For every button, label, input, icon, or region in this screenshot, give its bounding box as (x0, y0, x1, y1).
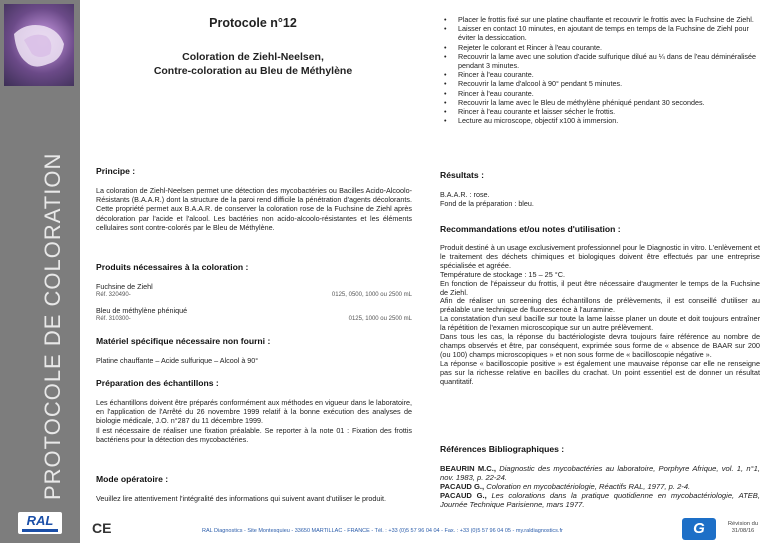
principe-heading: Principe : (96, 166, 136, 176)
recommandation-paragraph: Afin de réaliser un screening des échantillons de prélèvements, il est conseillé d'utiliser au préalable une technique de fluorescence à l'auramine. (440, 296, 760, 315)
certification-logo (682, 518, 716, 540)
list-item: • Laisser en contact 10 minutes, en ajoutant de temps en temps de la Fuchsine de Ziehl pour éviter la dessiccation. (458, 24, 760, 42)
product-ref: Réf. 320490- (96, 292, 131, 299)
recommandation-paragraph: Dans tous les cas, la réponse du bactériologiste devra toujours faire référence au nombre de champs observés et être, par conséquent, exprimée sous forme de « absence de BAAR sur 200 (ou 100) champs microscopiques » et non sous forme de « bacilloscopie négative ». (440, 332, 760, 359)
list-item: • Rincer à l'eau courante. (458, 89, 760, 98)
recommandation-paragraph: En fonction de l'épaisseur du frottis, il peut être nécessaire d'augmenter le temps de la Fuchsine de Ziehl. (440, 278, 760, 297)
list-item: • Rincer à l'eau courante et laisser sécher le frottis. (458, 107, 760, 116)
list-item: • Lecture au microscope, objectif x100 à immersion. (458, 116, 760, 125)
recommandation-paragraph: La constatation d'un seul bacille sur toute la lame laisse planer un doute et doit toujours entraîner la répétition de l'examen microscopique sur un autre prélèvement. (440, 314, 760, 333)
ral-logo-text: RAL (26, 513, 54, 528)
reference-item (440, 464, 760, 482)
subtitle-line-2: Contre-coloration au Bleu de Méthylène (153, 65, 353, 77)
sidebar (0, 0, 80, 543)
references-list (440, 464, 760, 509)
product-ref: Réf. 310300- (96, 316, 131, 323)
ral-logo (18, 512, 62, 534)
preparation-heading: Préparation des échantillons : (96, 378, 219, 388)
materiel-text: Platine chauffante – Acide sulfurique – Alcool à 90° (96, 356, 259, 365)
reference-text: Les colorations dans la pratique quotidienne en mycobactériologie, ATEB, Journée Technique Parisienne, mars 1977. (440, 491, 760, 509)
list-item: • Recouvrir la lame d'alcool à 90° pendant 5 minutes. (458, 79, 760, 88)
reference-author: PACAUD G., (440, 482, 485, 491)
reference-author: PACAUD G., (440, 491, 487, 500)
steps-list (438, 15, 760, 125)
footer-address: RAL Diagnostics - Site Montesquieu - 33650 MARTILLAC - FRANCE - Tél. : +33 (0)5 57 96 04 04 - Fax. : +33 (0)5 57 96 04 05 - my.raldiagnostics.fr (202, 528, 563, 534)
revision-info (720, 521, 766, 535)
product-item (96, 282, 412, 300)
page-title: Protocole n°12 (209, 16, 297, 30)
product-item (96, 306, 412, 324)
principe-text: La coloration de Ziehl-Neelsen permet une détection des mycobactéries ou Bacilles Acido-Alcoolo-Résistants (B.A.A.R.) dont la structure de la paroi rend difficile la pénétration d'agents décolorants. Cette propriété permet aux B.A.A.R. de conserver la coloration rose de la Fuchsine de Ziehl après décoloration par l'acide et l'alcool. Les bactéries non acido-alcoolo-résistantes et les éléments cellulaires sont contre-colorés par le Bleu de Méthylène. (96, 186, 412, 232)
list-item: • Recouvrir la lame avec une solution d'acide sulfurique dilué au ¼ dans de l'eau déminéralisée pendant 3 minutes. (458, 52, 760, 70)
revision-label: Révision du (727, 521, 759, 527)
resultats-heading: Résultats : (440, 170, 484, 180)
certification-logo-text: G (693, 520, 705, 537)
ce-mark: CE (92, 520, 112, 536)
reference-text: Coloration en mycobactériologie, Réactifs RAL, 1977, p. 2-4. (486, 482, 691, 491)
references-heading: Références Bibliographiques : (440, 444, 565, 454)
preparation-paragraph-2: Il est nécessaire de réaliser une fixation préalable. Se reporter à la note 01 : Fixation des frottis bactériens pour la détection des mycobactéries. (96, 425, 412, 444)
recommandations-text (440, 244, 760, 387)
materiel-heading: Matériel spécifique nécessaire non fourni : (96, 336, 271, 346)
list-item: • Rincer à l'eau courante. (458, 70, 760, 79)
reference-item (440, 482, 760, 491)
recommandation-paragraph: La réponse « bacilloscopie positive » est également une mauvaise réponse car elle ne renseigne pas sur la richesse relative en bacilles du crachat. Un point essentiel est de donner un résultat quantitatif. (440, 358, 760, 386)
product-name: Bleu de méthylène phéniqué (96, 306, 188, 315)
reference-item (440, 491, 760, 509)
list-item: • Recouvrir la lame avec le Bleu de méthylène phéniqué pendant 30 secondes. (458, 98, 760, 107)
recommandation-paragraph: Température de stockage : 15 – 25 °C. (440, 269, 566, 279)
mode-heading: Mode opératoire : (96, 474, 169, 484)
resultats-line-1: B.A.A.R. : rose. (440, 190, 490, 199)
produits-heading: Produits nécessaires à la coloration : (96, 262, 249, 272)
preparation-text (96, 398, 412, 444)
revision-date: 31/08/16 (731, 528, 755, 534)
product-sizes: 0125, 0500, 1000 ou 2500 mL (331, 292, 412, 298)
recommandations-heading: Recommandations et/ou notes d'utilisation : (440, 224, 621, 234)
product-name: Fuchsine de Ziehl (96, 282, 153, 291)
recommandation-paragraph: Produit destiné à un usage exclusivement professionnel pour le Diagnostic in vitro. L'enlèvement et le traitement des déchets chimiques et biologiques doivent être effectués par une entreprise spécialisée et agréée. (440, 243, 760, 270)
mode-text: Veuillez lire attentivement l'intégralité des informations qui suivent avant d'utiliser le produit. (96, 494, 386, 503)
page-subtitle (92, 50, 414, 78)
reference-text: Diagnostic des mycobactéries au laboratoire, Porphyre Afrique, vol. 1, n°1, nov. 1983, p. 22-24. (440, 464, 760, 482)
product-sizes: 0125, 1000 ou 2500 mL (348, 316, 412, 322)
list-item: • Rejeter le colorant et Rincer à l'eau courante. (458, 43, 760, 52)
reference-author: BEAURIN M.C., (440, 464, 496, 473)
resultats-line-2: Fond de la préparation : bleu. (440, 199, 534, 209)
resultats-text (440, 190, 760, 208)
micrograph-image (4, 4, 74, 86)
list-item: • Placer le frottis fixé sur une platine chauffante et recouvrir le frottis avec la Fuchsine de Ziehl. (458, 15, 760, 24)
footer (92, 518, 768, 543)
sidebar-title: PROTOCOLE DE COLORATION (40, 152, 65, 500)
preparation-paragraph-1: Les échantillons doivent être préparés conformément aux méthodes en vigueur dans le laboratoire, en l'application de l'Arrêté du 26 novembre 1999 relatif à la bonne exécution des analyses de biologie médicale, J.O. n°287 du 11 décembre 1999. (96, 398, 412, 426)
subtitle-line-1: Coloration de Ziehl-Neelsen, (182, 51, 324, 63)
